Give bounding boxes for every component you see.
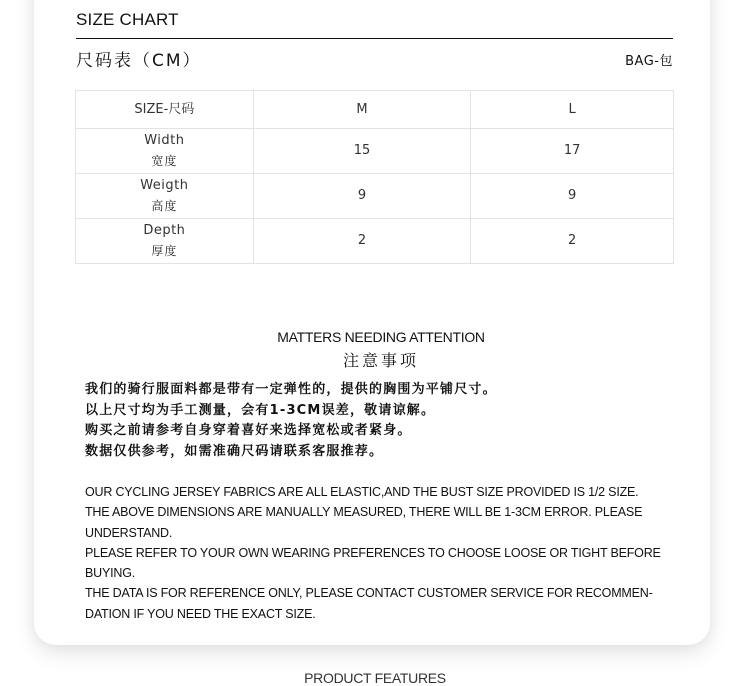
note-cn: 数据仅供参考，如需准确尺码请联系客服推荐。	[85, 443, 384, 459]
note-en: PLEASE REFER TO YOUR OWN WEARING PREFERENCES TO CHOOSE LOOSE OR TIGHT BEFORE BUYING.	[85, 545, 661, 581]
table-row	[76, 219, 674, 264]
notes-english	[85, 482, 665, 624]
table-cell: 9	[471, 174, 674, 219]
note-cn: 我们的骑行服面料都是带有一定弹性的，提供的胸围为平铺尺寸。	[85, 382, 497, 397]
row-label-en: Weigth	[140, 178, 189, 193]
category-label: BAG-包	[625, 54, 673, 69]
size-chart-title: SIZE CHART	[76, 10, 179, 29]
column-header-m: M	[253, 91, 471, 129]
title-divider	[76, 38, 673, 39]
note-en: THE DATA IS FOR REFERENCE ONLY, PLEASE CONTACT CUSTOMER SERVICE FOR RECOMMEN-DATION IF YOU NEED THE EXACT SIZE.	[85, 586, 653, 621]
row-label-en: Width	[144, 133, 185, 148]
size-chart-subtitle: 尺码表（CM）	[76, 51, 202, 71]
product-features-heading: PRODUCT FEATURES	[304, 670, 446, 686]
column-header-l: L	[471, 91, 674, 129]
table-cell: 15	[253, 129, 471, 174]
note-cn: 以上尺寸均为手工测量，会有1-3CM误差，敬请谅解。	[85, 402, 436, 418]
table-cell: 2	[253, 219, 471, 264]
row-label	[76, 219, 254, 264]
notes-chinese	[85, 380, 497, 462]
table-row	[76, 174, 674, 219]
row-label	[76, 129, 254, 174]
row-label	[76, 174, 254, 219]
size-table	[75, 90, 674, 264]
row-label-en: Depth	[143, 223, 186, 238]
table-cell: 9	[253, 174, 471, 219]
note-en: OUR CYCLING JERSEY FABRICS ARE ALL ELASTIC,AND THE BUST SIZE PROVIDED IS 1/2 SIZE.	[85, 485, 639, 499]
column-header-size: SIZE-尺码	[76, 91, 254, 129]
note-cn: 购买之前请参考自身穿着喜好来选择宽松或者紧身。	[85, 423, 412, 438]
attention-title-en: MATTERS NEEDING ATTENTION	[277, 329, 485, 345]
attention-title-cn: 注意事项	[342, 351, 419, 370]
table-cell: 2	[471, 219, 674, 264]
row-label-cn: 宽度	[151, 154, 178, 168]
row-label-cn: 高度	[151, 199, 178, 213]
note-en: THE ABOVE DIMENSIONS ARE MANUALLY MEASURED, THERE WILL BE 1-3CM ERROR. PLEASE UNDERSTAND.	[85, 505, 643, 540]
table-header-row	[76, 91, 674, 129]
table-cell: 17	[471, 129, 674, 174]
row-label-cn: 厚度	[151, 244, 178, 258]
table-row	[76, 129, 674, 174]
